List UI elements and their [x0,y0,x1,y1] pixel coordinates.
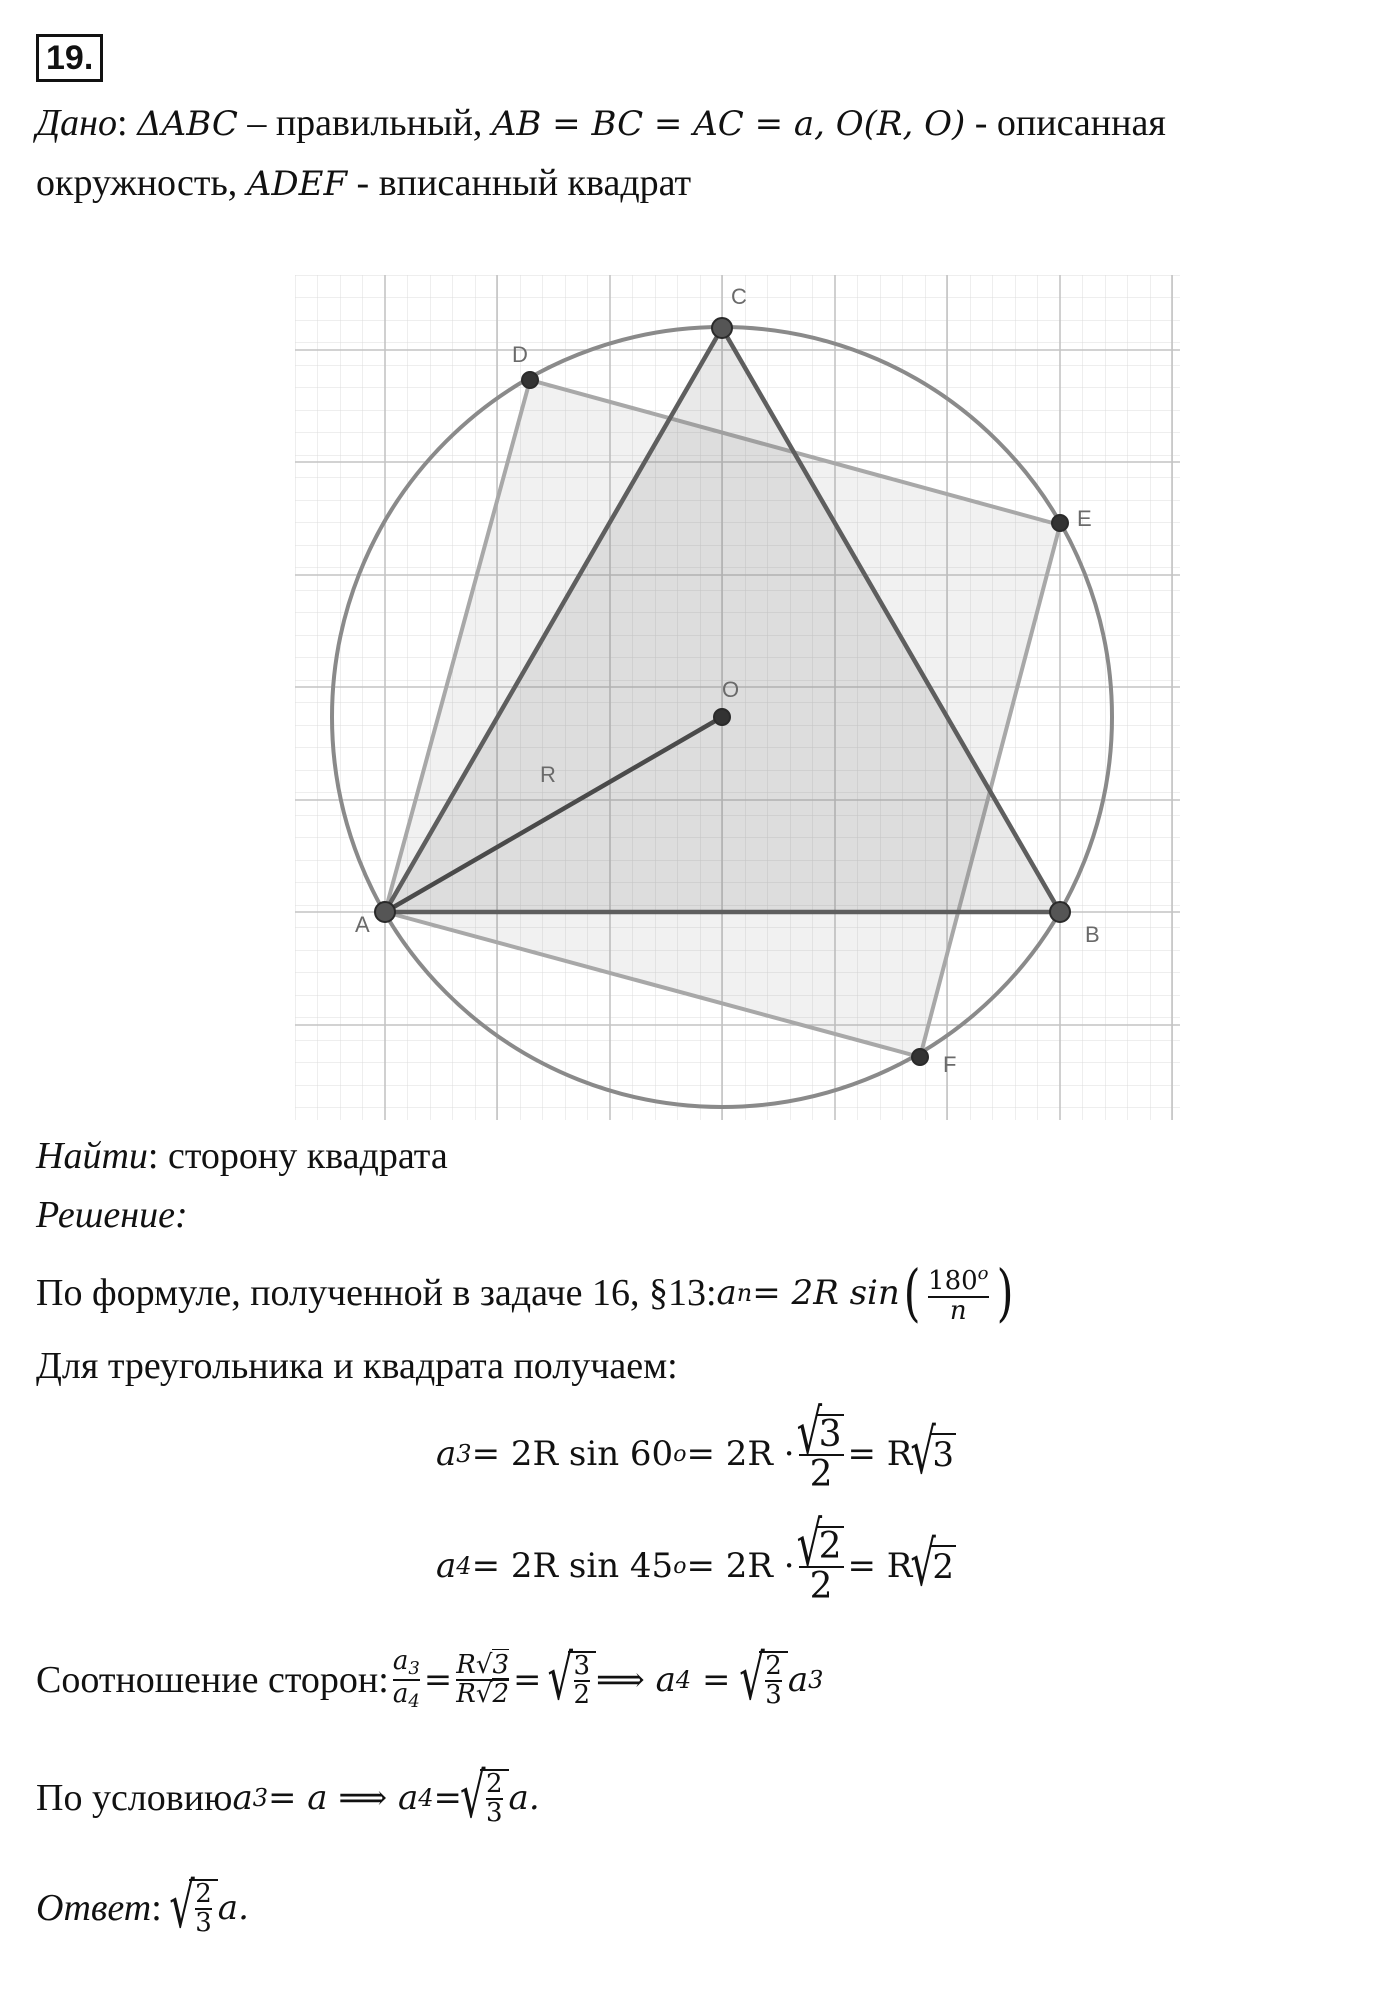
given-equation: AB = BC = AC = a, O(R, O) [491,104,966,144]
ratio-res-den: 3 [765,1680,782,1710]
given-text-3: окружность, [36,162,247,204]
eq2-mid1: = 2R sin 45 [471,1546,674,1586]
ratio-f1-num: a [392,1646,409,1677]
answer-label: Ответ [36,1887,152,1929]
label-d: D [512,342,528,367]
eq2-fraction [799,1526,844,1606]
find-line [36,1133,448,1179]
point-e [1052,515,1068,531]
label-a: A [355,912,370,937]
formula-den: n [928,1296,988,1325]
eq2-den: 2 [799,1566,844,1606]
formula-line [36,1248,1017,1338]
ratio-line: Соотношение сторон: $\frac{a3}{a4}$ = $\frac{R√3}{R√2}$ = √ $\frac{3}{2}$ ⟹ a 4 = √ $\frac{2}{3}$ a 3 [36,1630,823,1730]
paren-right: ) [996,1256,1014,1329]
answer-sqrt [171,1879,218,1938]
ratio-sq-num: √ 3 [573,1650,591,1681]
condition-b-sub: 4 [418,1784,434,1812]
ratio-f1-den: a [392,1679,409,1709]
ratio-fraction-2: $\frac{R√3}{R√2}$ [456,1649,509,1709]
ratio-implies-sub: 4 [675,1666,692,1694]
answer-num: √ 2 [195,1878,212,1909]
point-d [522,372,538,388]
equation-a3 [436,1398,956,1510]
label-r: R [540,762,556,787]
eq2-num: 2 [818,1526,842,1568]
ratio-f1-num-sub: 3 [408,1658,420,1680]
ratio-f2-den-r: R [456,1679,476,1709]
label-e: E [1077,506,1092,531]
formula-fraction [928,1261,988,1326]
ratio-res-tail: a [787,1660,809,1700]
point-o [714,709,730,725]
ratio-result-sqrt [741,1651,788,1710]
formula-deg: o [977,1262,989,1284]
condition-eq2: = [433,1778,462,1818]
eq1-num: 3 [818,1414,842,1456]
eq1-lhs-sub: 3 [456,1440,472,1468]
answer-line: Ответ : √ $\frac{2}{3}$ a. [36,1858,249,1958]
given-text-2: - описанная [965,102,1166,144]
formula-eq: = 2R sin [752,1273,900,1313]
eq1-mid2: = 2R · [686,1434,795,1474]
condition-text: По условию [36,1777,233,1819]
condition-a: a [232,1778,253,1818]
ratio-f2-num-rad: 3 [492,1649,509,1680]
eq1-den: 2 [799,1454,844,1494]
point-b [1050,902,1070,922]
point-a [375,902,395,922]
label-b: B [1085,922,1100,947]
paren-left: ( [903,1256,921,1329]
solution-label-text: Решение [36,1194,175,1236]
condition-a-sub: 3 [252,1784,269,1812]
eq2-rhs: = R [847,1546,913,1586]
given-text-1: – правильный, [237,102,492,144]
find-label: Найти [36,1135,148,1177]
ratio-text: Соотношение сторон: [36,1659,389,1701]
condition-num: √ 2 [486,1768,503,1799]
given-text-4: - вписанный квадрат [347,162,692,204]
formula-intro: По формуле, полученной в задаче 16, §13: [36,1272,717,1314]
eq1-mid1: = 2R sin 60 [471,1434,674,1474]
condition-den: 3 [486,1798,503,1828]
eq1-rhs: = R [847,1434,913,1474]
condition-eq: = a ⟹ a [268,1778,419,1818]
equation-a4 [436,1510,956,1622]
ratio-res-num: √ 2 [765,1650,782,1681]
ratio-f2-den-rad: 2 [492,1679,509,1709]
label-c: C [731,284,747,309]
eq2-mid2: = 2R · [686,1546,795,1586]
given-label: Дано [36,102,118,144]
triangle-square-text: Для треугольника и квадрата получаем: [36,1345,678,1387]
find-text: : сторону квадрата [147,1135,448,1177]
condition-sqrt [462,1769,509,1828]
answer-den: 3 [195,1908,212,1938]
ratio-res-tail-sub: 3 [808,1666,824,1694]
given-line-1: Дано: ΔABC – правильный, AB = BC = AC = a, O(R, O) - описанная [36,102,1166,144]
eq2-lhs-sub: 4 [456,1552,472,1580]
formula-an-sub: n [736,1279,753,1307]
condition-line [36,1748,540,1848]
ratio-sqrt [550,1651,597,1710]
eq2-deg: o [673,1553,687,1579]
point-f [912,1049,928,1065]
ratio-f2-num-r: R [456,1649,476,1680]
answer-tail: a. [217,1888,249,1928]
eq1-deg: o [673,1441,687,1467]
formula-an: a [716,1273,737,1313]
eq1-lhs: a [436,1434,457,1474]
given-triangle: ΔABC [137,104,238,144]
solution-label: Решение: [36,1194,188,1236]
formula-num: 180 [928,1265,978,1296]
ratio-f1-den-sub: 4 [408,1691,420,1712]
condition-tail: a. [508,1778,540,1818]
ratio-sq-den: 2 [573,1680,591,1710]
given-square: ADEF [246,164,348,204]
eq1-rhs-rad: 3 [932,1435,955,1475]
label-f: F [943,1052,957,1077]
label-o: O [722,677,740,702]
ratio-implies: ⟹ a [596,1660,676,1700]
point-c [712,318,732,338]
eq1-fraction [799,1414,844,1494]
problem-number: 19. [36,34,103,82]
eq2-rhs-rad: 2 [932,1547,955,1587]
eq2-lhs: a [436,1546,457,1586]
ratio-fraction-1 [393,1648,420,1712]
